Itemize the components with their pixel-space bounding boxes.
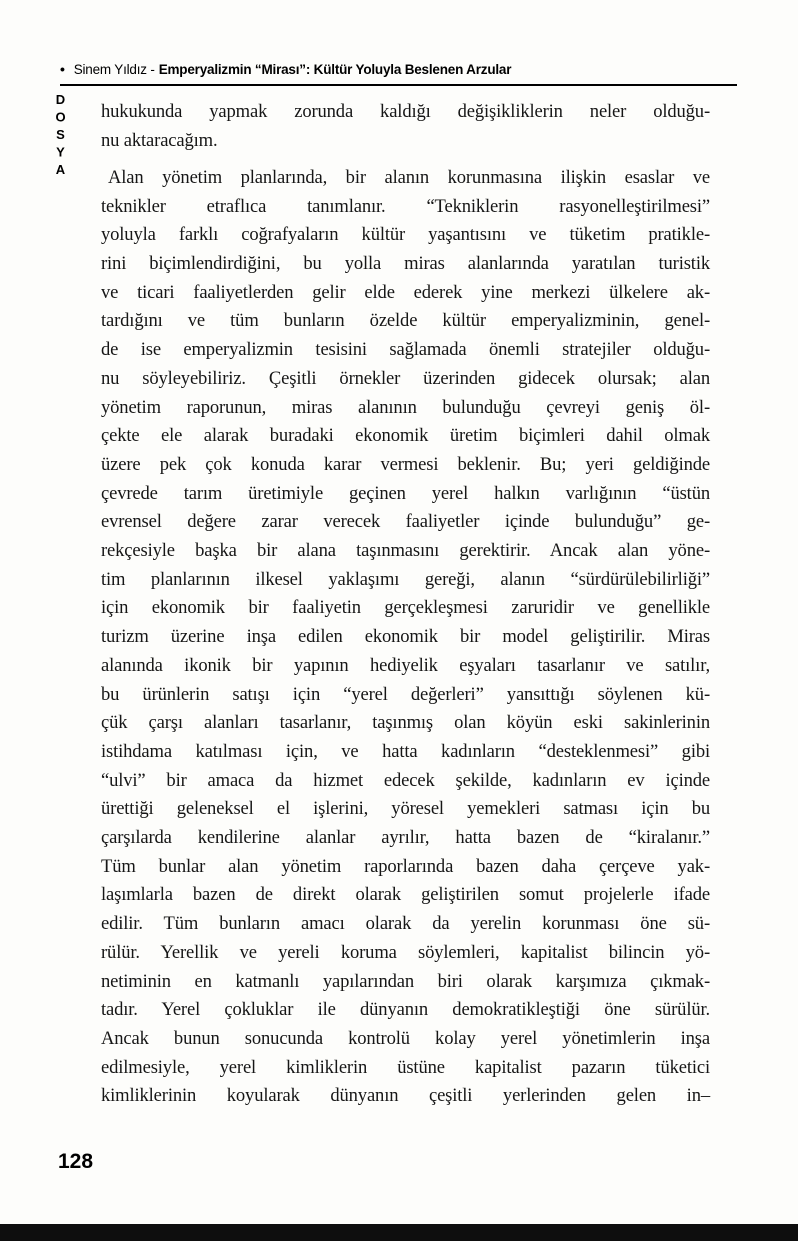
text-line: nu aktaracağım. — [101, 129, 218, 151]
text-line: laşımlarla bazen de direkt olarak geliştirilen somut projelerle ifade — [101, 884, 710, 906]
text-line: nu söyleyebiliriz. Çeşitli örnekler üzerinden gidecek olursak; alan — [101, 367, 710, 389]
text-line: Tüm bunlar alan yönetim raporlarında bazen daha çerçeve yak- — [101, 855, 710, 877]
text-line: çekte ele alarak buradaki ekonomik üretim biçimleri dahil olmak — [101, 425, 710, 447]
text-line: Ancak bunun sonucunda kontrolü kolay yerel yönetimlerin inşa — [101, 1028, 710, 1049]
text-line: evrensel değere zarar verecek faaliyetler içinde bulunduğu” ge- — [101, 511, 710, 533]
text-line: tim planlarının ilkesel yaklaşımı gereği, alanın “sürdürülebilirliği” — [101, 568, 710, 590]
text-line: alanında ikonik bir yapının hediyelik eşyaları tasarlanır ve satılır, — [101, 654, 710, 676]
body-text — [101, 98, 710, 1111]
text-line: yoluyla farklı coğrafyaların kültür yaşantısını ve tüketim pratikle- — [101, 224, 710, 246]
margin-label-dosya: DOSYA — [53, 92, 68, 180]
paragraph-continuation — [101, 98, 710, 155]
text-line: hukukunda yapmak zorunda kaldığı değişikliklerin neler olduğu- — [101, 101, 710, 122]
page-number: 128 — [58, 1150, 94, 1173]
text-line: için ekonomik bir faaliyetin gerçekleşmesi zaruridir ve genellikle — [101, 597, 710, 619]
text-line: netiminin en katmanlı yapılarından biri olarak karşımıza çıkmak- — [101, 970, 710, 992]
text-line: üzere pek çok konuda karar vermesi beklenir. Bu; yeri geldiğinde — [101, 453, 710, 475]
header-rule — [60, 84, 737, 86]
text-line: teknikler etraflıca tanımlanır. “Tekniklerin rasyonelleştirilmesi” — [101, 195, 710, 217]
text-line: ve ticari faaliyetlerden gelir elde ederek yine merkezi ülkelere ak- — [101, 281, 710, 303]
text-line: turizm üzerine inşa edilen ekonomik bir model geliştirilir. Miras — [101, 626, 710, 648]
text-line: tardığını ve tüm bunların özelde kültür emperyalizminin, genel- — [101, 310, 710, 332]
text-line: edilir. Tüm bunların amacı olarak da yerelin korunması öne sü- — [101, 913, 710, 935]
text-line: yönetim raporunun, miras alanının bulunduğu çevreyi geniş öl- — [101, 396, 710, 418]
text-line: tadır. Yerel çokluklar ile dünyanın demokratikleştiği öne sürülür. — [101, 999, 710, 1021]
header-title: Emperyalizmin “Mirası”: Kültür Yoluyla Beslenen Arzular — [158, 62, 512, 77]
page-footer-bar — [0, 1224, 798, 1241]
header-author: Sinem Yıldız - — [73, 62, 155, 77]
text-line: çarşılarda kendilerine alanlar ayrılır, hatta bazen de “kiralanır.” — [101, 827, 710, 849]
text-line: çevrede tarım üretimiyle geçinen yerel halkın varlığının “üstün — [101, 482, 710, 504]
text-line: rekçesiyle başka bir alana taşınmasını gerektirir. Ancak alan yöne- — [101, 540, 710, 562]
text-line: çük çarşı alanları tasarlanır, taşınmış olan köyün eski sakinlerinin — [101, 712, 710, 734]
paragraph — [101, 164, 710, 1111]
text-line: Alan yönetim planlarında, bir alanın korunmasına ilişkin esaslar ve — [108, 166, 710, 188]
text-line: bu ürünlerin satışı için “yerel değerleri” yansıttığı söylenen kü- — [101, 683, 710, 705]
running-header — [60, 61, 740, 77]
text-line: de ise emperyalizmin tesisini sağlamada önemli stratejiler olduğu- — [101, 339, 710, 361]
text-line: istihdama katılması için, ve hatta kadınların “desteklenmesi” gibi — [101, 740, 710, 762]
text-line: edilmesiyle, yerel kimliklerin üstüne kapitalist pazarın tüketici — [101, 1056, 710, 1078]
text-line: “ulvi” bir amaca da hizmet edecek şekilde, kadınların ev içinde — [101, 769, 710, 791]
bullet-icon: • — [60, 61, 65, 77]
text-line: ürettiği geleneksel el işlerini, yöresel yemekleri satması için bu — [101, 798, 710, 820]
text-line: rülür. Yerellik ve yereli koruma söylemleri, kapitalist bilincin yö- — [101, 941, 710, 963]
text-line: rini biçimlendirdiğini, bu yolla miras alanlarında yaratılan turistik — [101, 253, 710, 275]
text-line: kimliklerinin koyularak dünyanın çeşitli yerlerinden gelen in– — [101, 1085, 710, 1107]
